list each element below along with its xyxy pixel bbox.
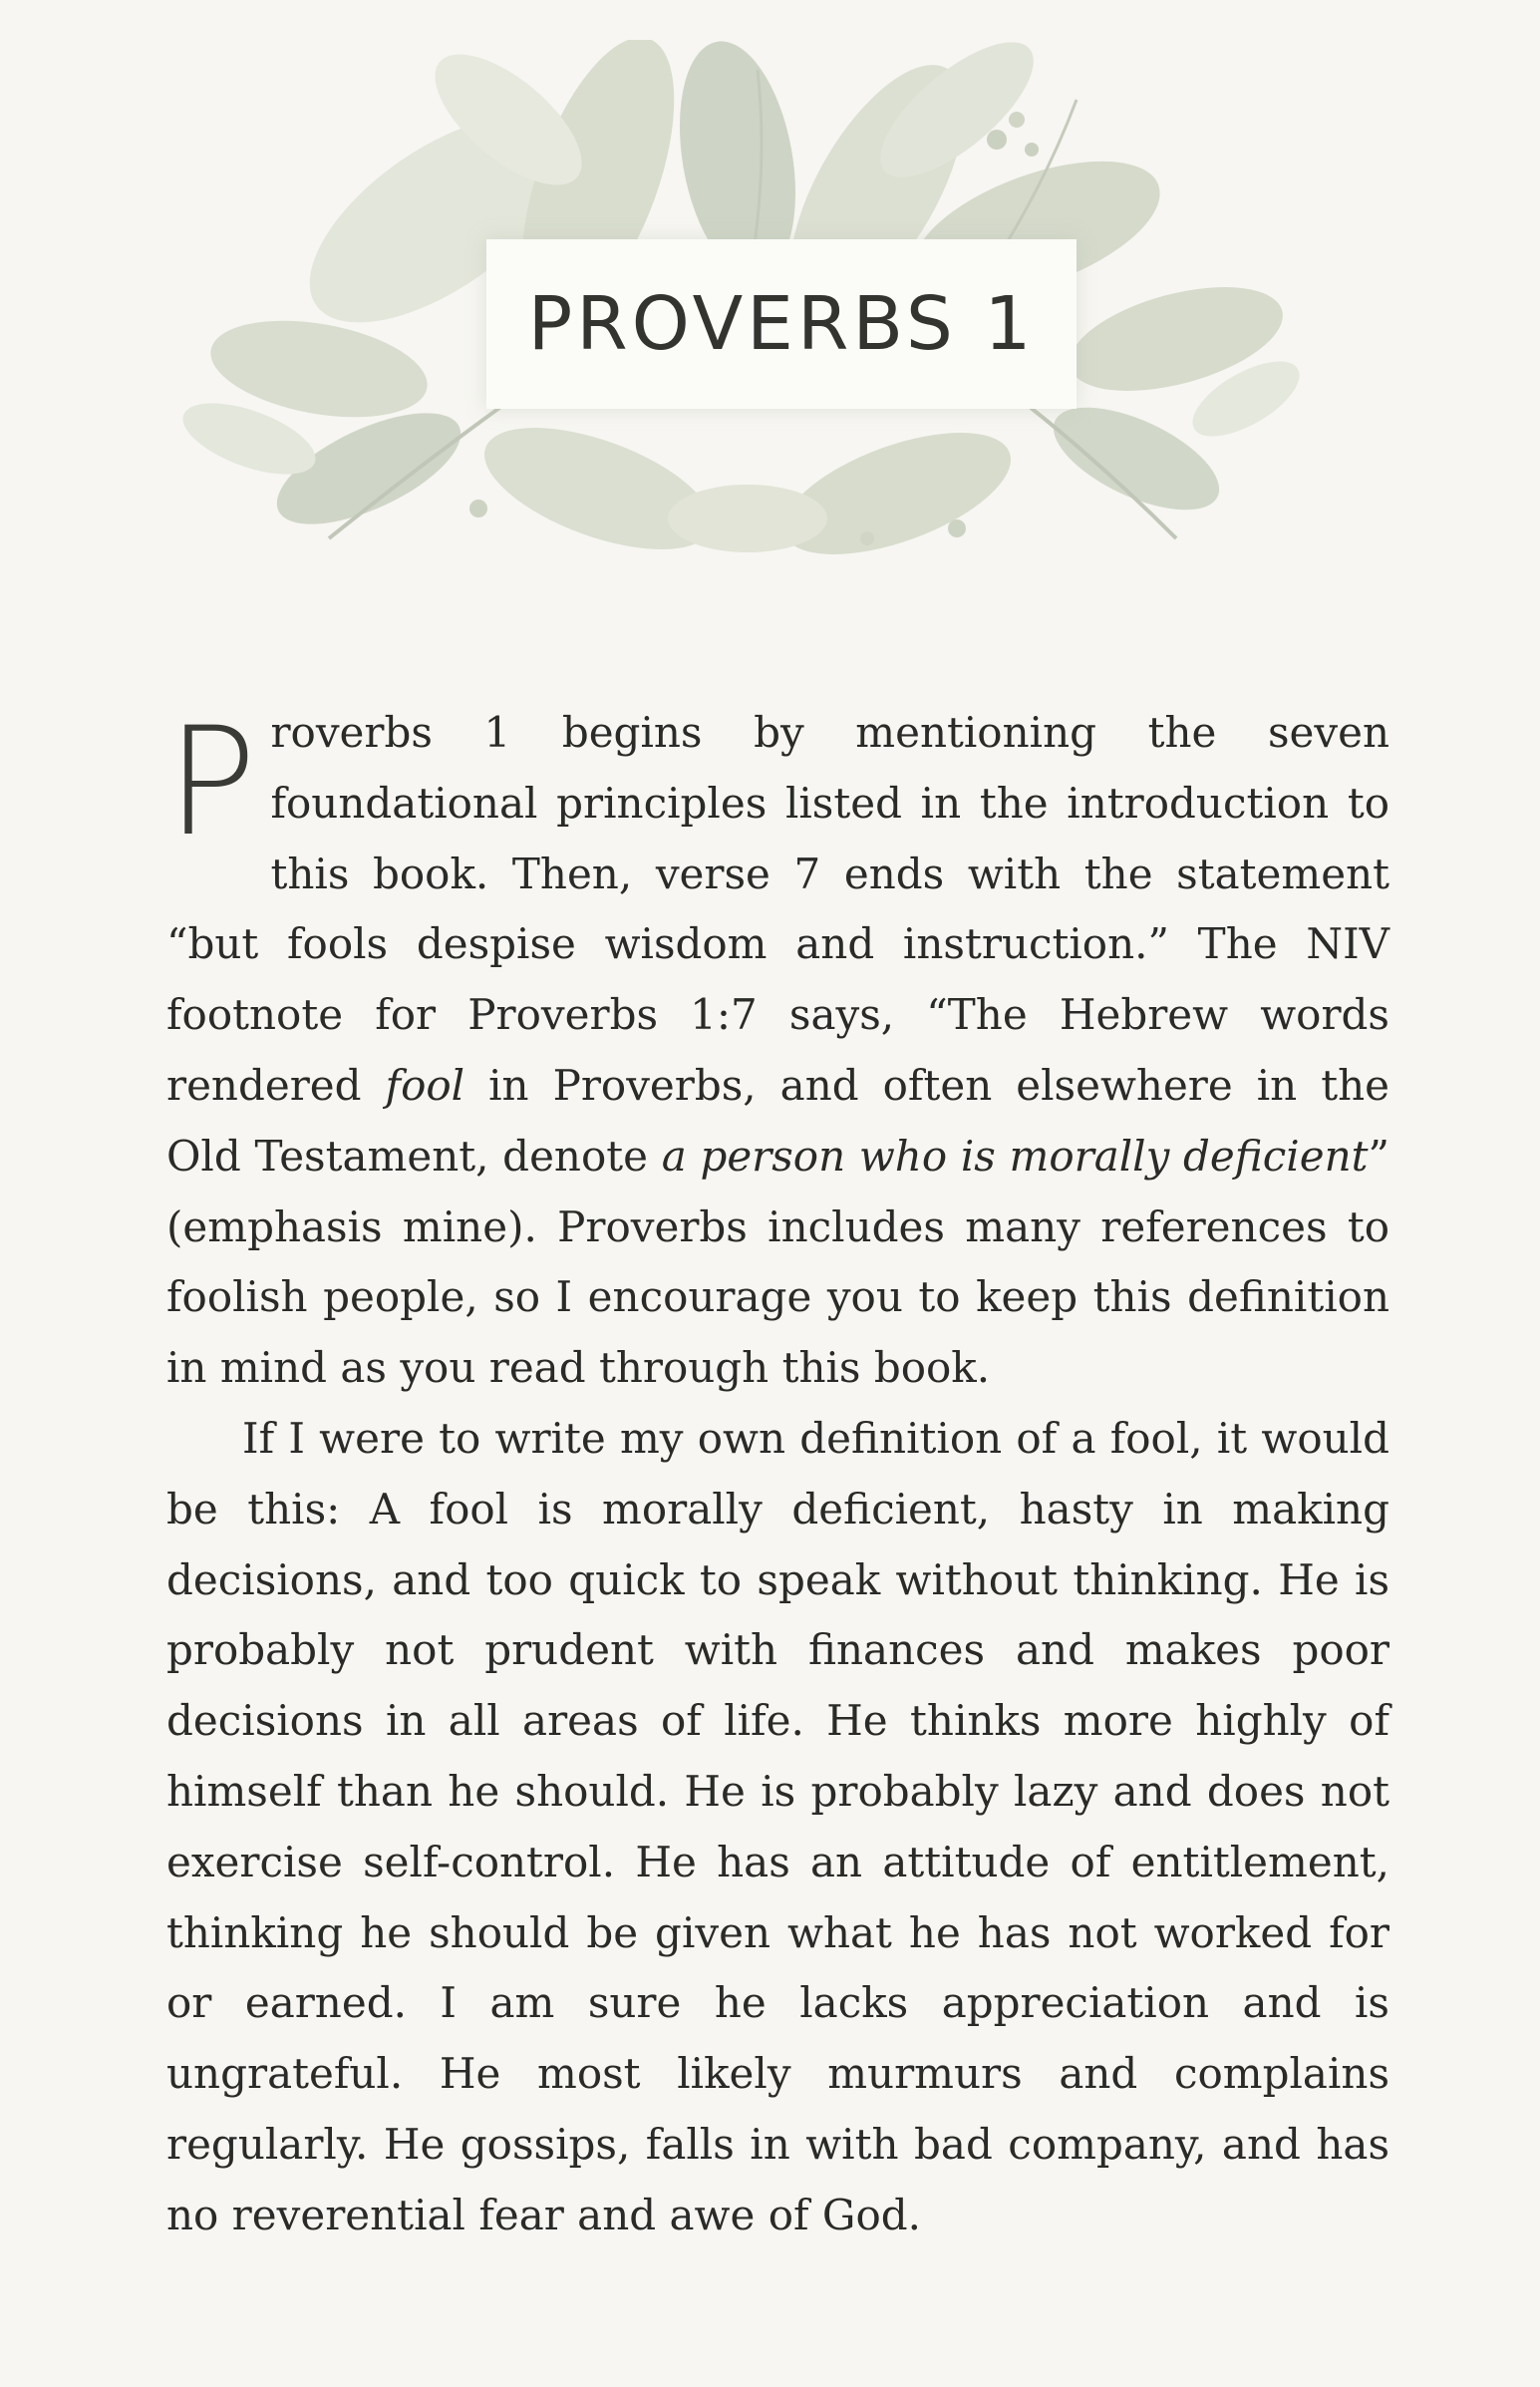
drop-cap: P [166, 696, 257, 869]
body-text [166, 698, 1389, 2251]
paragraph-1-segment: roverbs 1 begins by mentioning the seven foundational principles listed in the introduction to this book. Then, verse 7 ends with the statement “but fools despise wisdom and instruction.” The NIV footnote for Proverbs 1:7 says, “The Hebrew words rendered [166, 708, 1389, 1110]
paragraph-1 [166, 698, 1389, 1404]
paragraph-1-italic-fool: fool [385, 1060, 465, 1110]
paragraph-1-italic-definition: a person who is morally deficient [661, 1131, 1369, 1181]
paragraph-1-segment: in Proverbs, and often elsewhere in the Old Testament, denote [166, 1060, 1389, 1181]
paragraph-2: If I were to write my own definition of a fool, it would be this: A fool is morally deficient, hasty in making decisions, and too quick to speak without thinking. He is probably not prudent with finances and makes poor decisions in all areas of life. He thinks more highly of himself than he should. He is probably lazy and does not exercise self-control. He has an attitude of entitlement, thinking he should be given what he has not worked for or earned. I am sure he lacks appreciation and is ungrateful. He most likely murmurs and complains regularly. He gossips, falls in with bad company, and has no reverential fear and awe of God. [166, 1413, 1389, 2239]
chapter-title-box [486, 239, 1077, 409]
chapter-title: PROVERBS 1 [527, 281, 1036, 367]
paragraph-1-segment: ” (emphasis mine). Proverbs includes many references to foolish people, so I encourage you to keep this definition in mind as you read through this book. [166, 1131, 1390, 1393]
